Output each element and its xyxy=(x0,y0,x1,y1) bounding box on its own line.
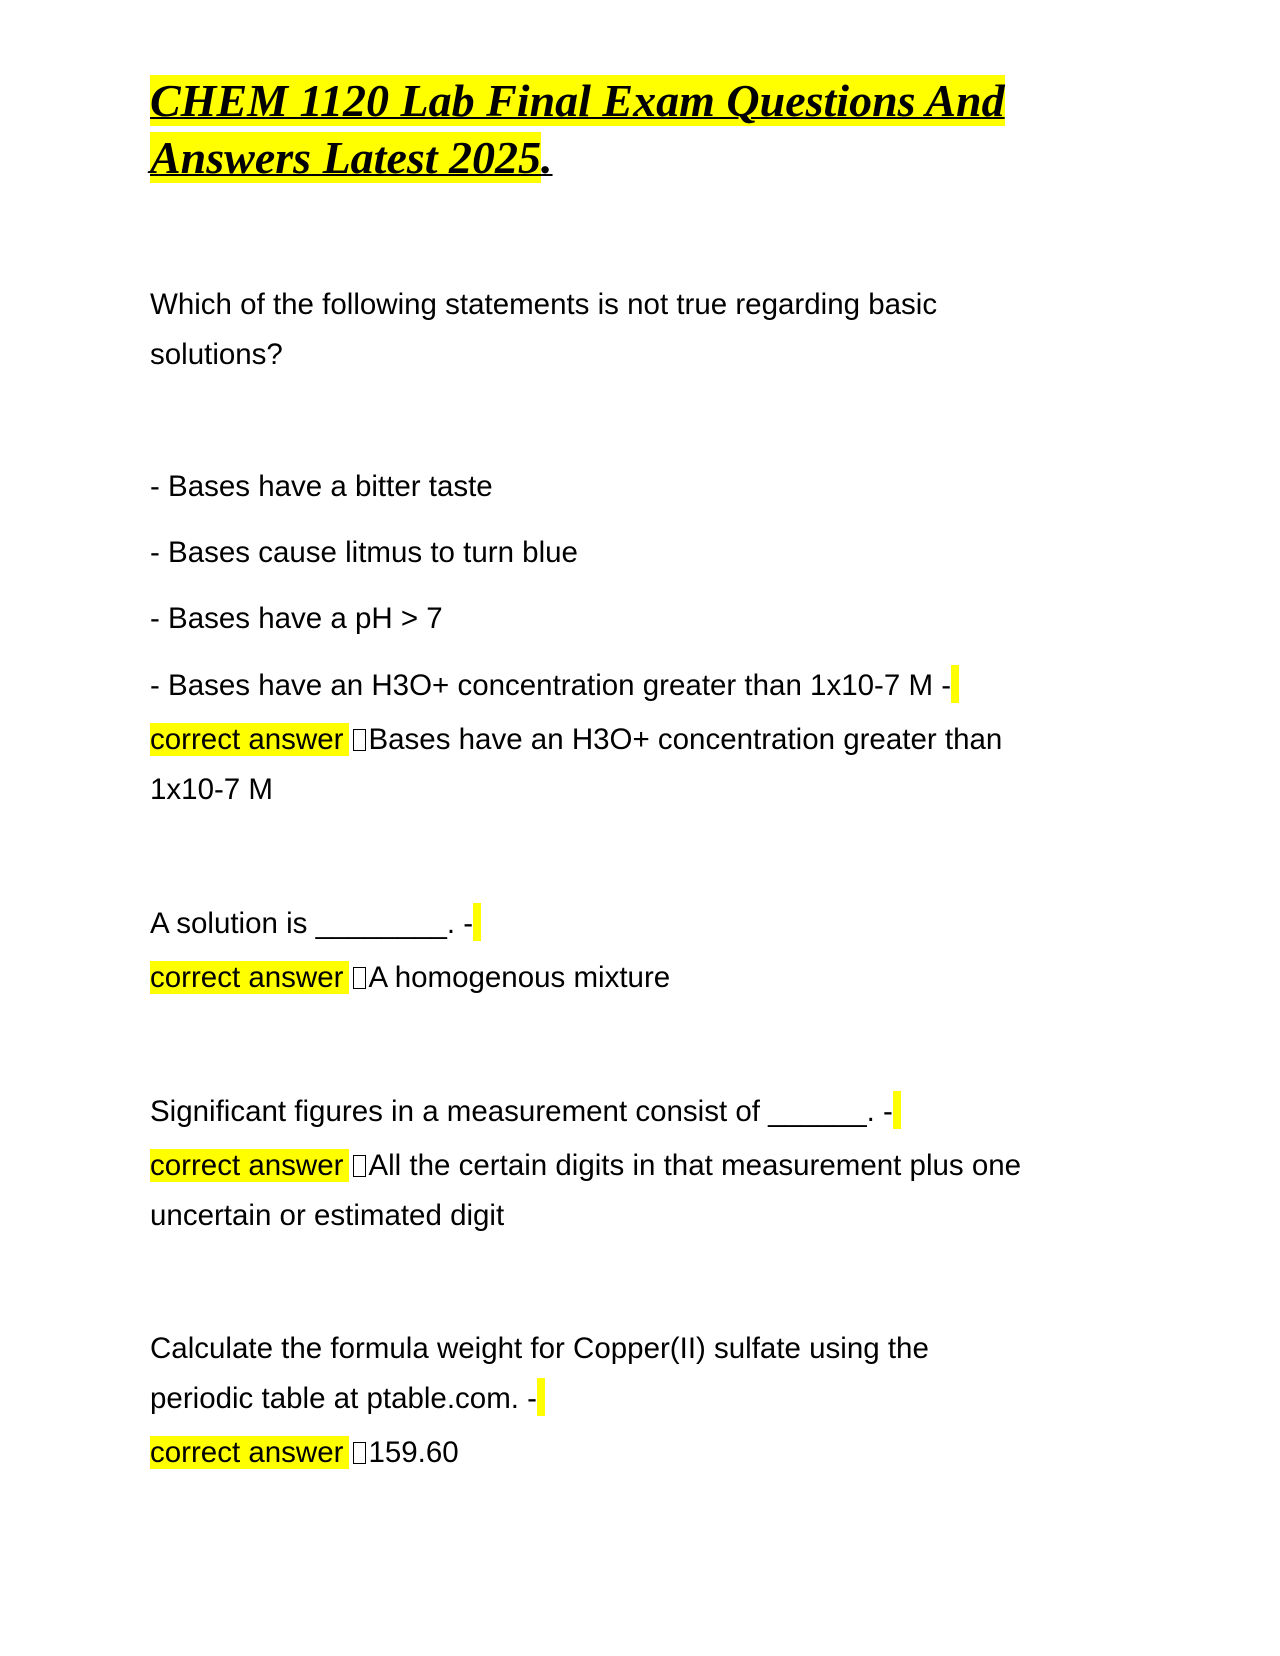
question-1-option-4 xyxy=(150,661,959,711)
question-1-option-4-text: - Bases have an H3O+ concentration greater than 1x10-7 M - xyxy=(150,669,952,702)
question-4-line-2 xyxy=(150,1374,545,1424)
answer-label: correct answer xyxy=(150,961,349,994)
question-3-line-1 xyxy=(150,1087,901,1137)
question-1-line-2: solutions? xyxy=(150,338,283,371)
question-2-answer-line-1 xyxy=(150,953,670,1003)
answer-text: Bases have an H3O+ concentration greater than xyxy=(368,723,1003,756)
question-3-answer-line-1 xyxy=(150,1141,1021,1191)
missing-glyph-icon xyxy=(353,967,366,989)
title-line-1: CHEM 1120 Lab Final Exam Questions And xyxy=(150,75,1005,126)
answer-label: correct answer xyxy=(150,1436,349,1469)
question-1-line-1: Which of the following statements is not true regarding basic xyxy=(150,288,938,321)
question-1-answer-line-2: 1x10-7 M xyxy=(150,773,273,806)
missing-glyph-icon xyxy=(353,1155,366,1177)
highlight-mark xyxy=(537,1378,545,1416)
question-4-text: periodic table at ptable.com. - xyxy=(150,1382,537,1415)
title-line-2: Answers Latest 2025 xyxy=(150,132,542,183)
answer-label: correct answer xyxy=(150,723,349,756)
question-4-answer-line-1 xyxy=(150,1428,459,1478)
document-title xyxy=(150,72,1150,186)
question-1-answer-line-1 xyxy=(150,715,1002,765)
title-period: . xyxy=(541,132,553,183)
answer-text: All the certain digits in that measurement plus one xyxy=(368,1149,1022,1182)
question-3-answer-line-2: uncertain or estimated digit xyxy=(150,1199,505,1232)
highlight-mark xyxy=(893,1091,901,1129)
missing-glyph-icon xyxy=(353,729,366,751)
question-1-option-2: - Bases cause litmus to turn blue xyxy=(150,536,578,569)
question-1-option-3: - Bases have a pH > 7 xyxy=(150,602,443,635)
highlight-mark xyxy=(951,665,959,703)
answer-text: A homogenous mixture xyxy=(368,961,671,994)
highlight-mark xyxy=(473,903,481,941)
question-4-line-1: Calculate the formula weight for Copper(II) sulfate using the xyxy=(150,1332,929,1365)
missing-glyph-icon xyxy=(353,1442,366,1464)
question-2-line-1 xyxy=(150,899,481,949)
question-3-text: Significant figures in a measurement consist of ______. - xyxy=(150,1095,893,1128)
question-2-text: A solution is ________. - xyxy=(150,907,474,940)
answer-label: correct answer xyxy=(150,1149,349,1182)
question-1-option-1: - Bases have a bitter taste xyxy=(150,470,493,503)
answer-text: 159.60 xyxy=(368,1436,459,1469)
